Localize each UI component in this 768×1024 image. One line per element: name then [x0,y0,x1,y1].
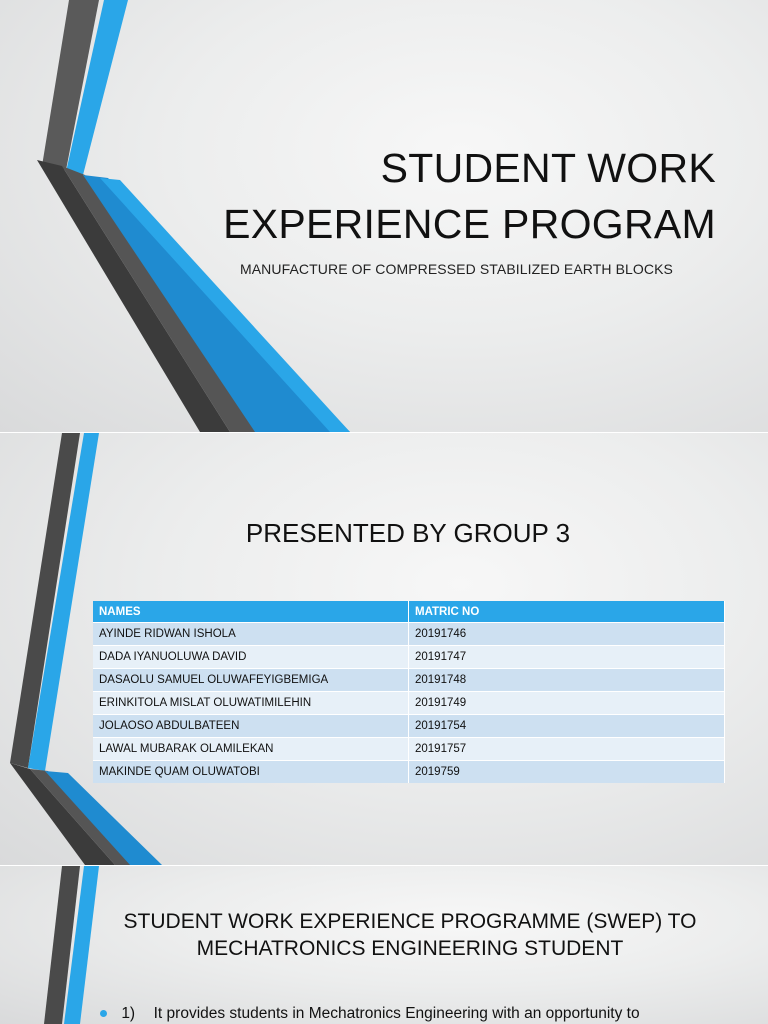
table-row [93,761,725,784]
slide-title-line-2: EXPERIENCE PROGRAM [223,201,716,247]
slide-title: PRESENTED BY GROUP 3 [245,518,571,548]
student-name: JOLAOSO ABDULBATEEN [93,715,409,738]
slide-title-line-2: MECHATRONICS ENGINEERING STUDENT [196,937,624,960]
student-name: DADA IYANUOLUWA DAVID [93,646,409,669]
bullet-dot-icon [100,1010,107,1017]
slide-title [116,140,716,252]
matric-number: 20191749 [409,692,725,715]
swep-slide [0,866,768,1024]
matric-number: 20191746 [409,623,725,646]
matric-number: 20191757 [409,738,725,761]
title-slide [0,0,768,432]
student-name: ERINKITOLA MISLAT OLUWATIMILEHIN [93,692,409,715]
slide-title-line-1: STUDENT WORK EXPERIENCE PROGRAMME (SWEP) TO [123,910,697,933]
slide-title-line-1: STUDENT WORK [380,145,716,191]
bullet-item [100,1005,760,1023]
bullet-number: 1) [121,1005,136,1022]
slide-subtitle: MANUFACTURE OF COMPRESSED STABILIZED EARTH BLOCKS [239,261,673,277]
bullet-text: It provides students in Mechatronics Engineering with an opportunity to [153,1005,640,1022]
matric-number: 20191748 [409,669,725,692]
matric-number: 20191754 [409,715,725,738]
matric-number: 20191747 [409,646,725,669]
student-name: MAKINDE QUAM OLUWATOBI [93,761,409,784]
table-row [93,646,725,669]
student-name: LAWAL MUBARAK OLAMILEKAN [93,738,409,761]
matric-number: 2019759 [409,761,725,784]
column-header-matric: MATRIC NO [409,601,725,623]
table-row [93,715,725,738]
column-header-names: NAMES [93,601,409,623]
student-name: DASAOLU SAMUEL OLUWAFEYIGBEMIGA [93,669,409,692]
table-header-row [93,601,725,623]
table-row [93,669,725,692]
table-row [93,692,725,715]
roster-table [93,601,725,783]
group-slide [0,433,768,865]
table-row [93,623,725,646]
student-name: AYINDE RIDWAN ISHOLA [93,623,409,646]
slide-title [90,908,730,962]
table-row [93,738,725,761]
